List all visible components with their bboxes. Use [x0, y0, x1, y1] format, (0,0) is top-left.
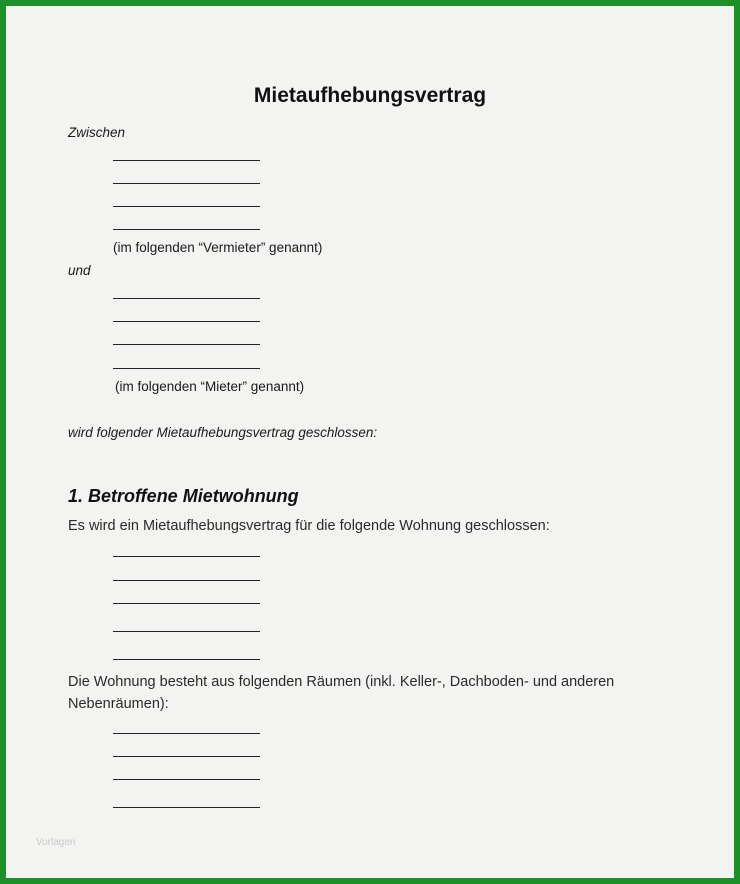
concluded-line: wird folgender Mietaufhebungsvertrag geschlossen:: [68, 425, 378, 440]
tenant-note: (im folgenden “Mieter” genannt): [115, 379, 305, 394]
rooms-blank-line: [113, 779, 260, 780]
rooms-blank-line: [113, 733, 260, 734]
apartment-blank-line: [113, 603, 260, 604]
apartment-blank-line: [113, 631, 260, 632]
and-label: und: [68, 263, 91, 278]
apartment-blank-line: [113, 556, 260, 557]
rooms-blank-line: [113, 807, 260, 808]
tenant-blank-line: [113, 344, 260, 345]
tenant-blank-line: [113, 321, 260, 322]
section-1-intro: Es wird ein Mietaufhebungsvertrag für die folgende Wohnung geschlossen:: [68, 518, 550, 534]
landlord-blank-line: [113, 183, 260, 184]
document-title: Mietaufhebungsvertrag: [253, 84, 487, 107]
rooms-blank-line: [113, 756, 260, 757]
apartment-blank-line: [113, 659, 260, 660]
landlord-blank-line: [113, 229, 260, 230]
apartment-blank-line: [113, 580, 260, 581]
tenant-blank-line: [113, 298, 260, 299]
between-label: Zwischen: [68, 125, 126, 140]
rooms-paragraph-line-2: Nebenräumen):: [68, 696, 169, 712]
landlord-blank-line: [113, 160, 260, 161]
watermark: Vorlagen: [36, 837, 76, 848]
rooms-paragraph-line-1: Die Wohnung besteht aus folgenden Räumen (inkl. Keller-, Dachboden- und anderen: [68, 674, 615, 690]
landlord-blank-line: [113, 206, 260, 207]
tenant-blank-line: [113, 368, 260, 369]
section-1-heading: 1. Betroffene Mietwohnung: [68, 486, 299, 506]
landlord-note: (im folgenden “Vermieter” genannt): [113, 240, 323, 255]
